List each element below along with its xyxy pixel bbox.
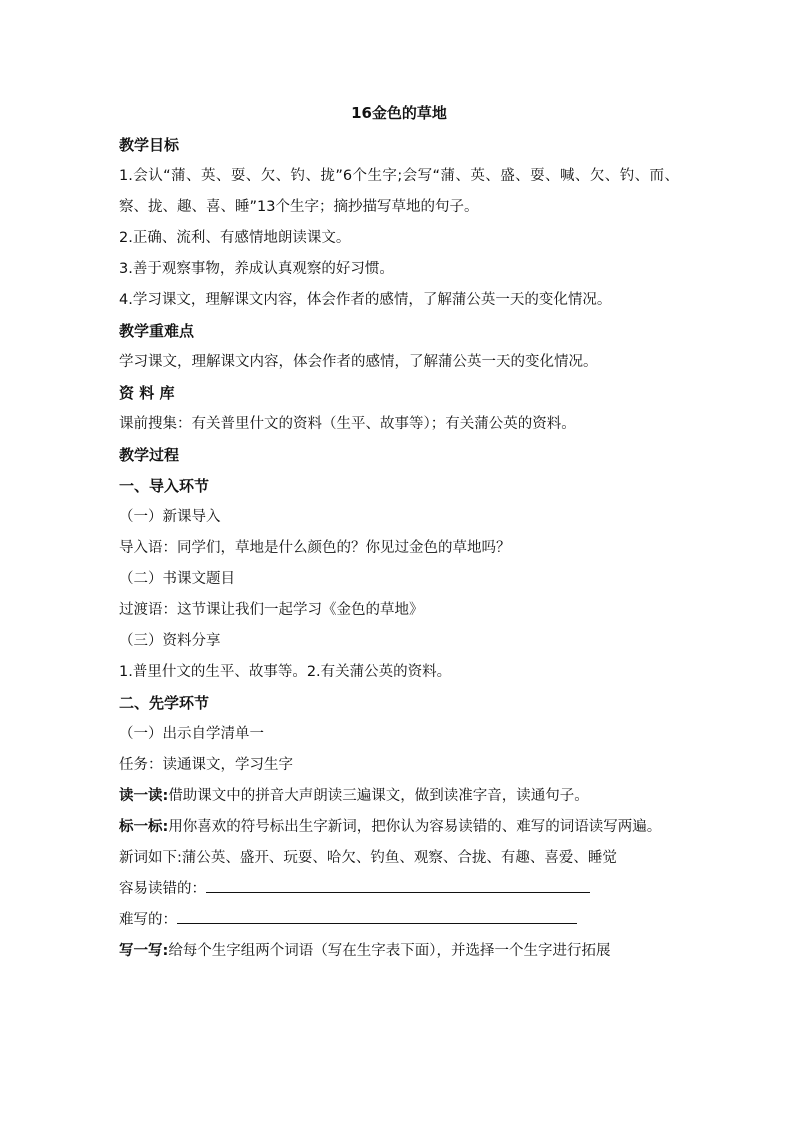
part2-heading: 二、先学环节 [119,694,210,712]
hard-write-row [119,905,679,936]
mark-instruction [119,812,679,843]
part1-sub3-heading: （三）资料分享 [119,633,221,649]
section-heading-process: 教学过程 [119,446,180,464]
section-heading-key-points: 教学重难点 [119,322,195,340]
goal-item-4: 4.学习课文，理解课文内容，体会作者的感情，了解蒲公英一天的变化情况。 [119,292,612,308]
part1-sub3-text: 1.普里什文的生平、故事等。2.有关蒲公英的资料。 [119,664,452,680]
new-words-list: 新词如下:蒲公英、盛开、玩耍、哈欠、钓鱼、观察、合拢、有趣、喜爱、睡觉 [119,850,617,866]
task-text: 任务：读通课文，学习生字 [119,757,293,773]
part1-sub2-heading: （二）书课文题目 [119,571,235,587]
hard-write-blank[interactable] [177,905,577,924]
write-label: 写一写: [119,943,169,959]
hard-write-label: 难写的： [119,912,177,928]
write-text: 给每个生字组两个词语（写在生字表下面），并选择一个生字进行拓展 [168,943,611,959]
mark-text: 用你喜欢的符号标出生字新词，把你认为容易读错的、难写的词语读写两遍。 [168,819,662,835]
page-title: 16金色的草地 [351,104,447,122]
key-points-text: 学习课文，理解课文内容，体会作者的感情，了解蒲公英一天的变化情况。 [119,354,598,370]
read-instruction [119,781,679,812]
part1-sub2-text: 过渡语：这节课让我们一起学习《金色的草地》 [119,602,424,618]
document-page [119,100,679,967]
easy-wrong-label: 容易读错的： [119,881,206,897]
section-heading-resources: 资 料 库 [119,384,175,402]
goal-item-3: 3.善于观察事物，养成认真观察的好习惯。 [119,261,394,277]
mark-label: 标一标: [119,819,169,835]
part2-sub1-heading: （一）出示自学清单一 [119,726,264,742]
resources-text: 课前搜集：有关普里什文的资料（生平、故事等）；有关蒲公英的资料。 [119,416,576,432]
easy-wrong-row [119,874,679,905]
read-label: 读一读: [119,788,169,804]
section-heading-goals: 教学目标 [119,136,180,154]
part1-sub1-heading: （一）新课导入 [119,509,221,525]
part1-heading: 一、导入环节 [119,477,210,495]
part1-sub1-text: 导入语：同学们，草地是什么颜色的？你见过金色的草地吗？ [119,540,511,556]
easy-wrong-blank[interactable] [206,874,590,893]
write-instruction [119,936,679,967]
goal-item-1: 1.会认“蒲、英、耍、欠、钓、拢”6个生字;会写“蒲、英、盛、耍、喊、欠、钓、而、察、拢、趣、喜、睡”13个生字；摘抄描写草地的句子。 [119,168,679,215]
read-text: 借助课文中的拼音大声朗读三遍课文，做到读准字音，读通句子。 [168,788,589,804]
goal-item-2: 2.正确、流利、有感情地朗读课文。 [119,230,351,246]
